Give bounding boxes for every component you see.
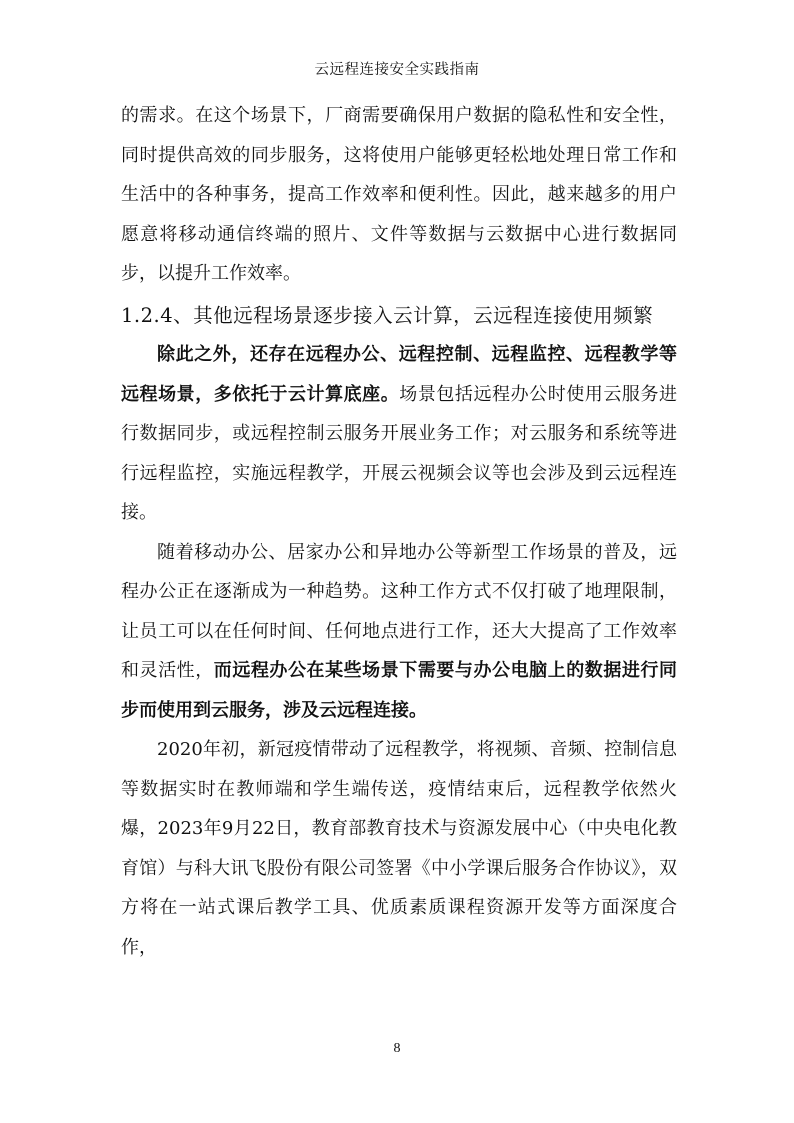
document-body: [121, 96, 677, 967]
paragraph: 2020年初，新冠疫情带动了远程教学，将视频、音频、控制信息等数据实时在教师端和学生端传送，疫情结束后，远程教学依然火爆，2023年9月22日，教育部教育技术与资源发展中心（中央电化教育馆）与科大讯飞股份有限公司签署《中小学课后服务合作协议》，双方将在一站式课后教学工具、优质素质课程资源开发等方面深度合作，: [121, 739, 677, 958]
emphasized-text: 而远程办公在某些场景下需要与办公电脑上的数据进行同步而使用到云服务，涉及云远程连接。: [121, 660, 678, 721]
emphasized-text: 除此之外，还存在远程办公、远程控制、远程监控、远程教学等远程场景，多依托于云计算底座。: [121, 344, 677, 405]
paragraph: [121, 533, 677, 731]
paragraph-text: 场景包括远程办公时使用云服务进行数据同步，或远程控制云服务开展业务工作；对云服务和系统等进行远程监控，实施远程教学，开展云视频会议等也会涉及到云远程连接。: [121, 383, 678, 523]
paragraph: [121, 335, 677, 533]
page-number: 8: [393, 1041, 401, 1056]
paragraph: 的需求。在这个场景下，厂商需要确保用户数据的隐私性和安全性，同时提供高效的同步服务，这将使用户能够更轻松地处理日常工作和生活中的各种事务，提高工作效率和便利性。因此，越来越多的用户愿意将移动通信终端的照片、文件等数据与云数据中心进行数据同步，以提升工作效率。: [121, 105, 677, 284]
page-header-title: 云远程连接安全实践指南: [314, 62, 480, 78]
section-heading: 1.2.4、其他远程场景逐步接入云计算，云远程连接使用频繁: [121, 303, 654, 327]
paragraph-text: 随着移动办公、居家办公和异地办公等新型工作场景的普及，远程办公正在逐渐成为一种趋势。这种工作方式不仅打破了地理限制，让员工可以在任何时间、任何地点进行工作，还大大提高了工作效率和灵活性，: [121, 541, 677, 681]
